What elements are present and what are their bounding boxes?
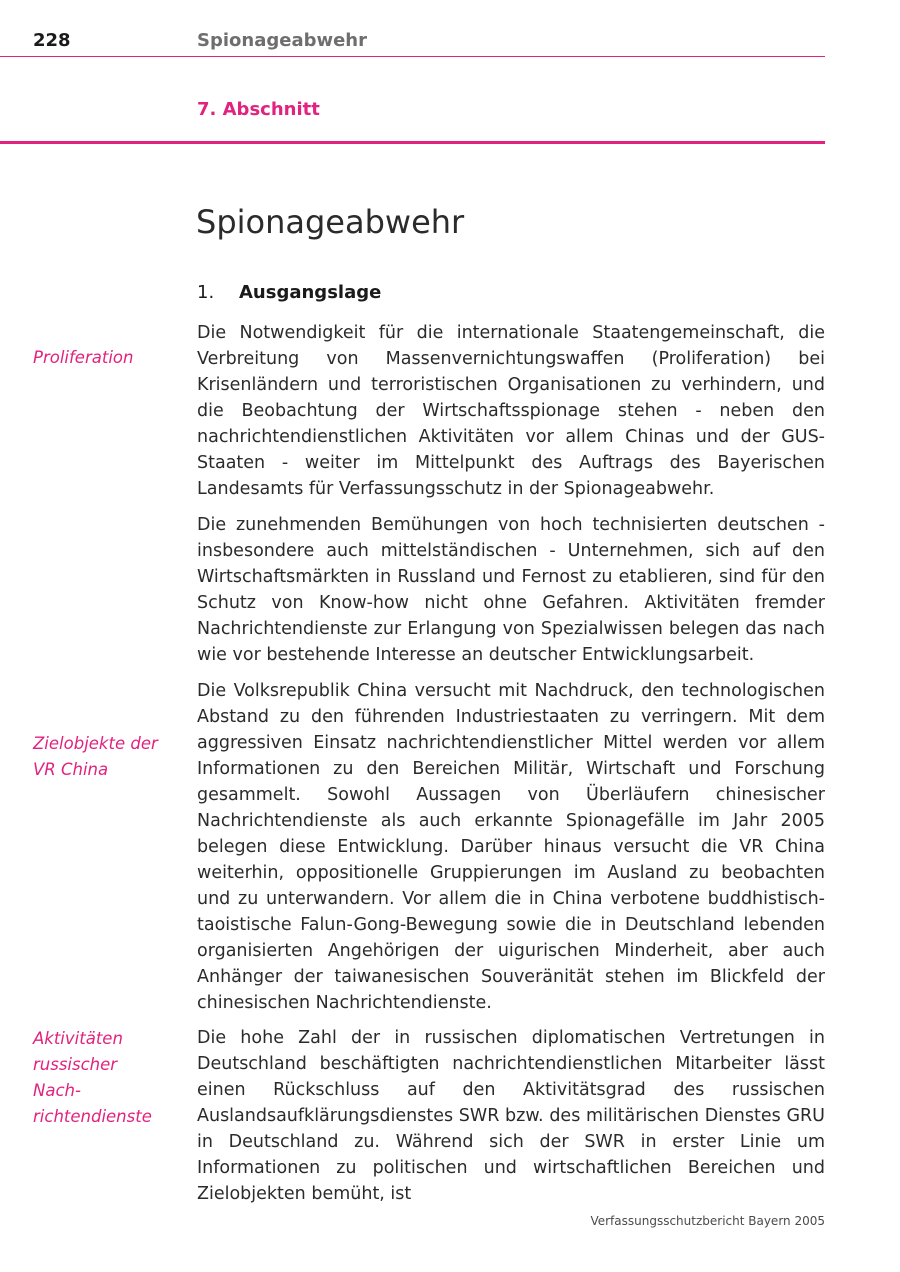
subheading-text: Ausgangslage xyxy=(239,282,382,303)
margin-note-russia: Aktivitäten russischer Nach-richtendienste xyxy=(33,1029,152,1126)
subheading xyxy=(197,280,381,306)
header-divider xyxy=(0,56,825,57)
paragraph-4: Die hohe Zahl der in russischen diplomatischen Vertretungen in Deutschland beschäftigten nachrichtendienstlichen Mitarbeiter lässt einen Rückschluss auf den Aktivitätsgrad des russischen Auslandsaufklärungsdienstes SWR bzw. des militärischen Dienstes GRU in Deutschland zu. Während sich der SWR in erster Linie um Informationen zu politischen und wirtschaftlichen Bereichen und Zielobjekten bemüht, ist xyxy=(197,1028,825,1204)
running-title: Spionageabwehr xyxy=(197,30,367,51)
section-divider xyxy=(0,141,825,144)
paragraph-1: Die Notwendigkeit für die internationale Staatengemeinschaft, die Verbreitung von Massenvernichtungswaffen (Proliferation) bei Krisenländern und terroristischen Organisationen zu verhindern, und die Beobachtung der Wirtschaftsspionage stehen - neben den nachrichtendienstlichen Aktivitäten vor allem Chinas und der GUS-Staaten - weiter im Mittelpunkt des Auftrags des Bayerischen Landesamts für Verfassungsschutz in der Spionageabwehr. xyxy=(197,323,825,499)
subheading-number: 1. xyxy=(197,282,215,303)
margin-note-china: Zielobjekte der VR China xyxy=(33,734,158,779)
margin-note-proliferation: Proliferation xyxy=(33,348,134,367)
page-number: 228 xyxy=(33,30,71,51)
paragraph-2: Die zunehmenden Bemühungen von hoch technisierten deutschen - insbesondere auch mittelständischen - Unternehmen, sich auf den Wirtschaftsmärkten in Russland und Fernost zu etablieren, sind für den Schutz von Know-how nicht ohne Gefahren. Aktivitäten fremder Nachrichtendienste zur Erlangung von Spezialwissen belegen das nach wie vor bestehende Interesse an deutscher Entwicklungsarbeit. xyxy=(197,515,825,665)
footer-publication: Verfassungsschutzbericht Bayern 2005 xyxy=(590,1214,825,1228)
section-label: 7. Abschnitt xyxy=(197,99,320,120)
paragraph-3: Die Volksrepublik China versucht mit Nachdruck, den technologischen Abstand zu den führenden Industriestaaten zu verringern. Mit dem aggressiven Einsatz nachrichtendienstlicher Mittel werden vor allem Informationen zu den Bereichen Militär, Wirtschaft und Forschung gesammelt. Sowohl Aussagen von Überläufern chinesischer Nachrichtendienste als auch erkannte Spionagefälle im Jahr 2005 belegen diese Entwicklung. Darüber hinaus versucht die VR China weiterhin, oppositionelle Gruppierungen im Ausland zu beobachten und zu unterwandern. Vor allem die in China verbotene buddhistisch-taoistische Falun-Gong-Bewegung sowie die in Deutschland lebenden organisierten Angehörigen der uigurischen Minderheit, aber auch Anhänger der taiwanesischen Souveränität stehen im Blickfeld der chinesischen Nachrichtendienste. xyxy=(197,681,825,1013)
chapter-title: Spionageabwehr xyxy=(196,203,465,241)
